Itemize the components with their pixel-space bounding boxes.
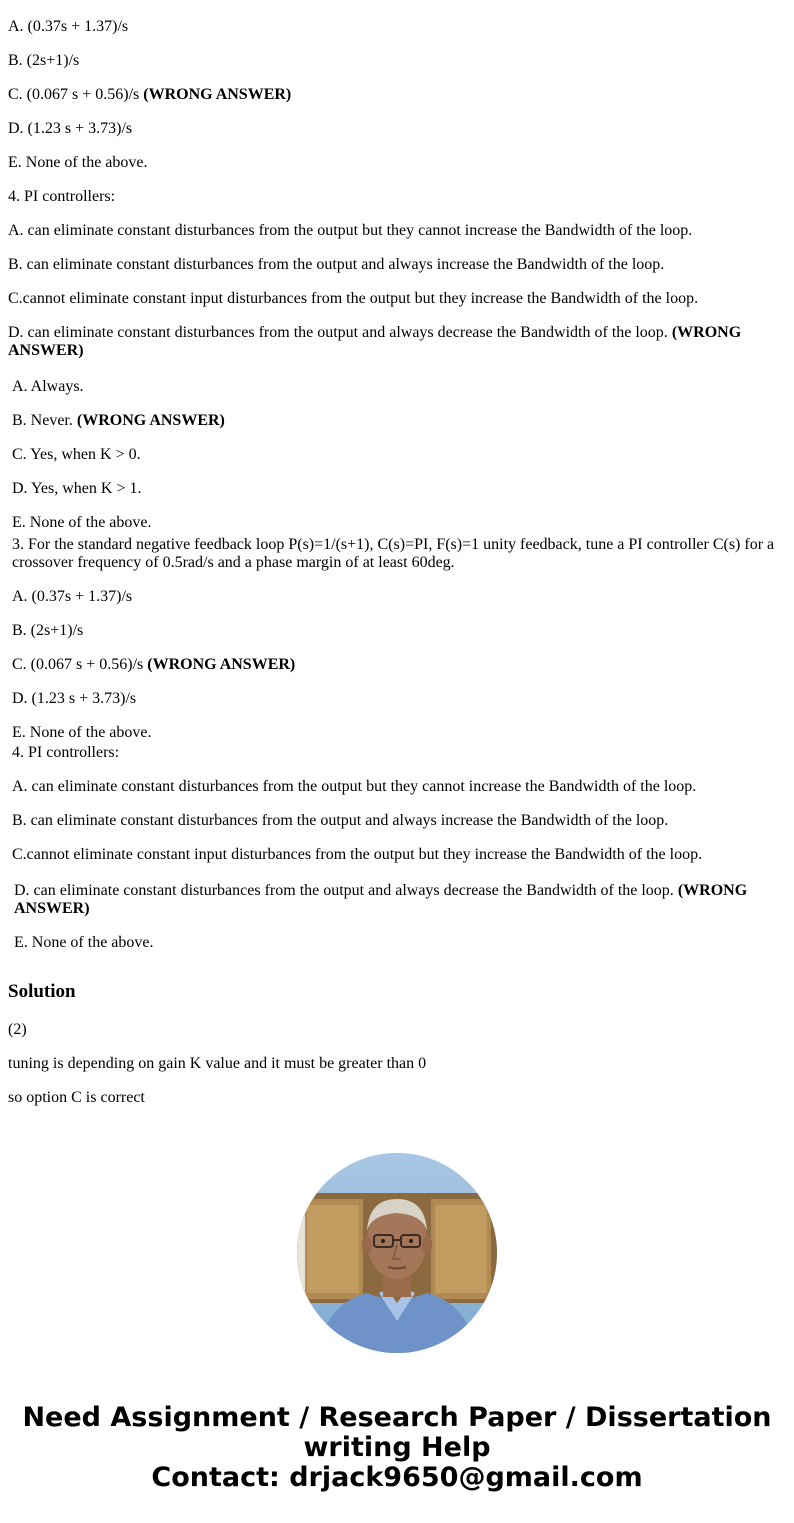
option-c-line — [8, 86, 291, 104]
solution-line-2: so option C is correct — [8, 1089, 145, 1106]
q4-option-a: A. can eliminate constant disturbances from the output but they cannot increase the Bandwidth of the loop. — [12, 778, 697, 795]
q4-option-a: A. can eliminate constant disturbances from the output but they cannot increase the Bandwidth of the loop. — [8, 222, 693, 239]
solution-line-1: tuning is depending on gain K value and it must be greater than 0 — [8, 1055, 427, 1072]
option-k-gt-1: D. Yes, when K > 1. — [12, 480, 142, 497]
option-e-text: E. None of the above. — [8, 154, 148, 171]
option-c-text: C. (0.067 s + 0.56)/s — [8, 86, 144, 103]
q3-option-b: B. (2s+1)/s — [12, 622, 84, 639]
option-none: E. None of the above. — [12, 514, 152, 531]
q4-option-d — [8, 324, 778, 360]
option-k-gt-0: C. Yes, when K > 0. — [12, 446, 141, 463]
solution-heading: Solution — [8, 981, 76, 1002]
question-4-heading: 4. PI controllers: — [12, 744, 120, 761]
option-never-line — [12, 412, 225, 430]
q3-option-c-line — [12, 656, 295, 674]
q4-option-d-text: D. can eliminate constant disturbances from the output and always decrease the Bandwidth of the loop. — [14, 882, 678, 899]
q3-option-c: C. (0.067 s + 0.56)/s — [12, 656, 148, 673]
option-a-text: A. (0.37s + 1.37)/s — [8, 18, 129, 35]
q4-option-d-text: D. can eliminate constant disturbances from the output and always decrease the Bandwidth of the loop. — [8, 324, 672, 341]
solution-part-label: (2) — [8, 1021, 27, 1038]
option-b-text: B. (2s+1)/s — [8, 52, 80, 69]
wrong-answer-tag: (WRONG ANSWER) — [147, 656, 296, 673]
wrong-answer-tag: (WRONG ANSWER) — [8, 324, 742, 359]
q4-option-b: B. can eliminate constant disturbances from the output and always increase the Bandwidth of the loop. — [12, 812, 669, 829]
contact-banner — [0, 1403, 794, 1493]
option-d-text: D. (1.23 s + 3.73)/s — [8, 120, 133, 137]
q4-option-c: C.cannot eliminate constant input disturbances from the output but they increase the Bandwidth of the loop. — [8, 290, 699, 307]
banner-line-1: Need Assignment / Research Paper / Dissertation — [22, 1402, 772, 1433]
option-always: A. Always. — [12, 378, 84, 395]
wrong-answer-tag: (WRONG ANSWER) — [143, 86, 292, 103]
q4-option-e: E. None of the above. — [14, 934, 154, 951]
option-never: B. Never. — [12, 412, 77, 429]
wrong-answer-tag: (WRONG ANSWER) — [14, 882, 748, 917]
banner-contact-email: Contact: drjack9650@gmail.com — [151, 1462, 643, 1493]
avatar — [297, 1153, 497, 1353]
q3-option-d: D. (1.23 s + 3.73)/s — [12, 690, 137, 707]
avatar-portrait — [297, 1153, 497, 1353]
q4-option-b: B. can eliminate constant disturbances from the output and always increase the Bandwidth of the loop. — [8, 256, 665, 273]
q3-option-a: A. (0.37s + 1.37)/s — [12, 588, 133, 605]
q4-option-d — [14, 882, 784, 918]
banner-line-2: writing Help — [303, 1432, 491, 1463]
q3-option-e: E. None of the above. — [12, 724, 152, 741]
question-3-text: 3. For the standard negative feedback loop P(s)=1/(s+1), C(s)=PI, F(s)=1 unity feedback, tune a PI controller C(s) for a crossover frequency of 0.5rad/s and a phase margin of at least 60deg. — [12, 536, 775, 571]
question-4-heading: 4. PI controllers: — [8, 188, 116, 205]
wrong-answer-tag: (WRONG ANSWER) — [76, 412, 225, 429]
q4-option-c: C.cannot eliminate constant input disturbances from the output but they increase the Bandwidth of the loop. — [12, 846, 703, 863]
